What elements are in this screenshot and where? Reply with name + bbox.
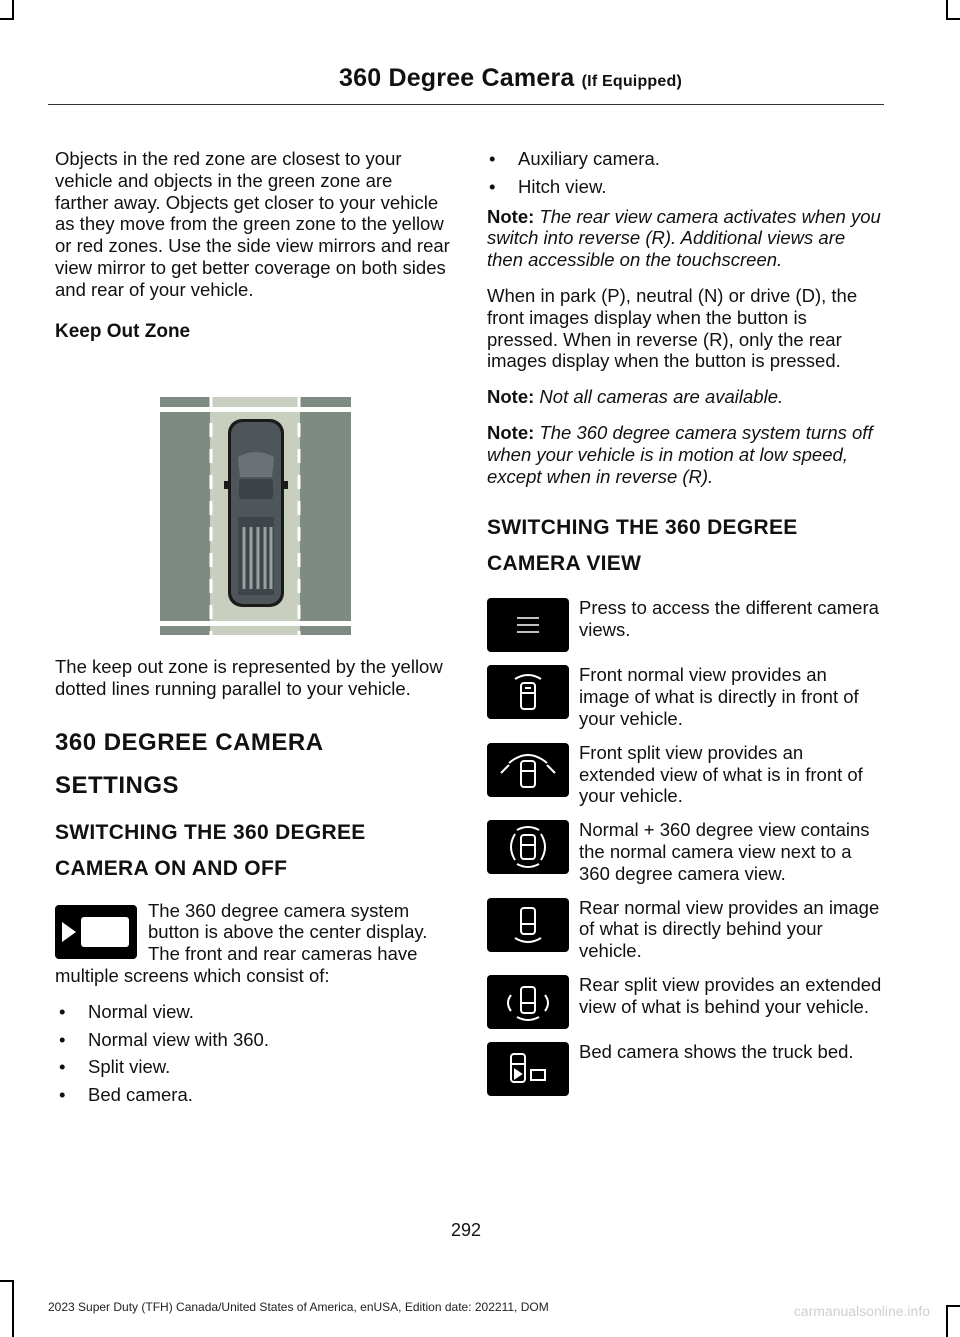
onoff-heading-line2: CAMERA ON AND OFF xyxy=(55,856,288,880)
truck-top-view xyxy=(224,419,288,607)
zone-intro-paragraph: Objects in the red zone are closest to your vehicle and objects in the green zone are farther away. Objects get closer to your vehicle as they move from the green zone to the yellow or red zones. Use the side view mirrors and rear view mirror to get better coverage on both sides and rear of your vehicle. xyxy=(55,148,450,300)
crop-mark-top-left-v xyxy=(12,0,14,18)
crop-mark-bottom-right-v xyxy=(946,1307,948,1337)
note-low-speed: Note: The 360 degree camera system turns off when your vehicle is in motion at low speed, except when in reverse (R). xyxy=(487,421,873,487)
list-item: • Bed camera. xyxy=(59,1084,193,1106)
page-header xyxy=(339,64,682,93)
note-availability: Note: Not all cameras are available. xyxy=(487,386,784,408)
view-description: Bed camera shows the truck bed. xyxy=(579,1040,854,1062)
park-neutral-drive-paragraph: When in park (P), neutral (N) or drive (D), the front images display when the button is pressed. When in reverse (R), only the rear images display when the button is pressed. xyxy=(487,284,858,372)
list-item: • Normal view. xyxy=(59,1000,194,1022)
view-row-normal-360 xyxy=(487,819,882,884)
view-row-bed-camera xyxy=(487,1041,882,1096)
view-row-front-split xyxy=(487,742,882,807)
normal-360-view-icon xyxy=(487,820,569,874)
front-normal-view-icon xyxy=(487,665,569,719)
view-row-rear-normal xyxy=(487,897,882,962)
view-row-rear-split xyxy=(487,974,882,1029)
header-title: 360 Degree Camera xyxy=(338,64,575,92)
view-row-front-normal xyxy=(487,664,882,729)
onoff-block xyxy=(55,900,450,987)
crop-mark-bottom-right-h xyxy=(946,1305,960,1307)
camera-screen-list-continued xyxy=(485,148,882,198)
rear-normal-view-icon xyxy=(487,898,569,952)
crop-mark-top-right-v xyxy=(946,0,948,18)
view-description: Rear split view provides an extended view of what is behind your vehicle. xyxy=(579,973,882,1017)
camera-screen-list xyxy=(55,1001,450,1106)
rear-split-view-icon xyxy=(487,975,569,1029)
bed-camera-icon xyxy=(487,1042,569,1096)
settings-heading-line2: SETTINGS xyxy=(55,771,180,799)
view-description: Front normal view provides an image of what is directly in front of your vehicle. xyxy=(579,664,859,729)
header-divider xyxy=(48,104,884,105)
keep-out-zone-figure xyxy=(160,397,351,635)
menu-icon xyxy=(487,598,569,652)
left-column-lower xyxy=(55,656,450,1112)
crop-mark-bottom-left-v xyxy=(12,1282,14,1337)
keep-out-zone-paragraph: The keep out zone is represented by the yellow dotted lines running parallel to your vehicle. xyxy=(55,656,443,699)
list-item: • Hitch view. xyxy=(489,175,607,197)
onoff-heading-line1: SWITCHING THE 360 DEGREE xyxy=(55,820,366,844)
front-split-view-icon xyxy=(487,743,569,797)
left-column xyxy=(55,148,450,356)
list-item: • Auxiliary camera. xyxy=(489,148,660,169)
crop-mark-top-left-h xyxy=(0,18,14,20)
view-description: Press to access the different camera views. xyxy=(579,597,879,641)
camera-system-button-icon xyxy=(55,905,137,959)
view-heading-line1: SWITCHING THE 360 DEGREE xyxy=(487,516,798,540)
watermark: carmanualsonline.info xyxy=(793,1303,930,1319)
view-heading-line2: CAMERA VIEW xyxy=(487,552,642,576)
view-description: Normal + 360 degree view contains the normal camera view next to a 360 degree camera view. xyxy=(579,819,870,884)
onoff-paragraph: The 360 degree camera system button is above the center display. The front and rear cameras have multiple screens which consist of: xyxy=(55,899,428,986)
view-description: Rear normal view provides an image of what is directly behind your vehicle. xyxy=(579,896,880,962)
view-row-menu xyxy=(487,597,882,652)
page-number: 292 xyxy=(450,1220,482,1240)
keep-out-zone-heading: Keep Out Zone xyxy=(55,320,191,342)
settings-heading-line1: 360 DEGREE CAMERA xyxy=(55,728,324,756)
header-subtitle: (If Equipped) xyxy=(581,73,682,90)
note-reverse-camera: Note: The rear view camera activates when you switch into reverse (R). Additional views are then accessible on the touchscreen. xyxy=(487,205,881,271)
right-column xyxy=(487,148,882,1108)
view-description: Front split view provides an extended view of what is in front of your vehicle. xyxy=(579,741,863,807)
crop-mark-top-right-h xyxy=(946,18,960,20)
crop-mark-bottom-left-h xyxy=(0,1280,14,1282)
list-item: • Normal view with 360. xyxy=(59,1028,269,1050)
list-item: • Split view. xyxy=(59,1056,171,1078)
page-footer: 2023 Super Duty (TFH) Canada/United States of America, enUSA, Edition date: 202211, DOM xyxy=(48,1300,549,1314)
